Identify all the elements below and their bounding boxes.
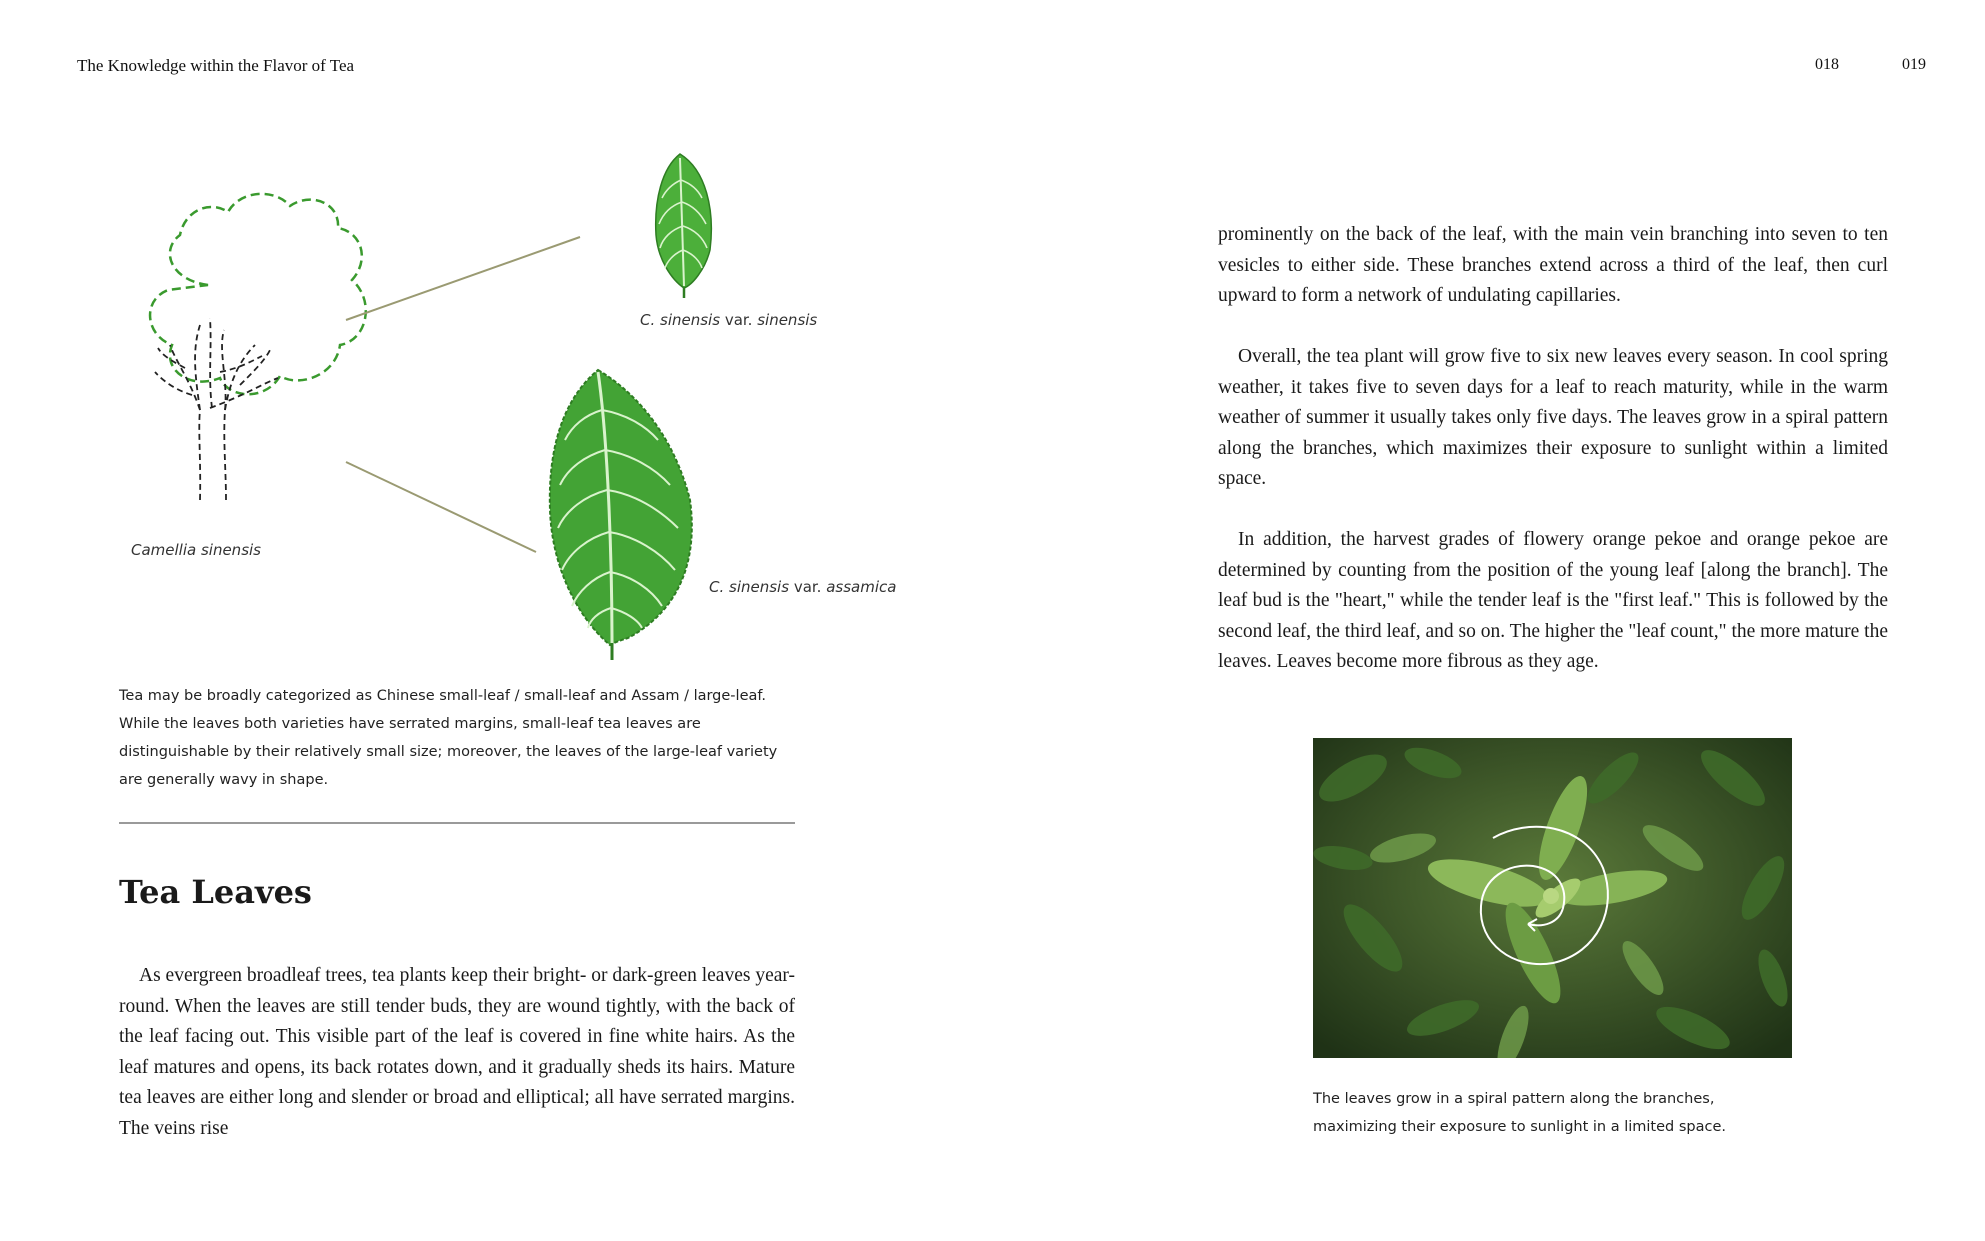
large-leaf-drawing [550,370,692,660]
small-leaf-drawing [656,154,712,298]
small-leaf-var: var. [720,311,758,329]
small-leaf-label [640,311,817,329]
photo-caption: The leaves grow in a spiral pattern along the branches, maximizing their exposure to sunlight in a limited space. [1313,1091,1726,1135]
right-paragraph-2: Overall, the tea plant will grow five to six new leaves every season. In cool spring weather, it takes five to seven days for a leaf to reach maturity, while in the warm weather of summer it usually takes only five days. The leaves grow in a spiral pattern along the branches, which maximizes their exposure to sunlight within a limited space. [1218,346,1888,489]
section-heading: Tea Leaves [119,873,312,911]
right-paragraph-3: In addition, the harvest grades of flowery orange pekoe and orange pekoe are determined by counting from the position of the young leaf [along the branch]. The leaf bud is the "heart," while the tender leaf is the "first leaf." This is followed by the second leaf, the third leaf, and so on. The higher the "leaf count," the more mature the leaves. Leaves become more fibrous as they age. [1218,529,1888,672]
large-leaf-label [709,578,896,596]
page-number-right: 019 [1902,56,1926,73]
tree-species: Camellia sinensis [131,541,261,559]
tea-leaf-spiral-photo [1313,738,1792,1058]
large-leaf-species: C. sinensis [709,578,790,596]
section-divider [119,822,795,824]
right-paragraph-1: prominently on the back of the leaf, with the main vein branching into seven to ten vesicles to either side. These branches extend across a third of the leaf, then curl upward to form a network of undulating capillaries. [1218,224,1888,306]
illustration-caption: Tea may be broadly categorized as Chinese small-leaf / small-leaf and Assam / large-leaf. While the leaves both varieties have serrated margins, small-leaf tea leaves are distinguishable by their relatively small size; moreover, the leaves of the large-leaf variety are generally wavy in shape. [119,688,778,788]
page-number-left: 018 [1815,56,1839,73]
connector-line-small [346,237,580,320]
left-body-paragraph: As evergreen broadleaf trees, tea plants keep their bright- or dark-green leaves year-round. When the leaves are still tender buds, they are wound tightly, with the back of the leaf facing out. This visible part of the leaf is covered in fine white hairs. As the leaf matures and opens, its back rotates down, and it gradually sheds its hairs. Mature tea leaves are either long and slender or broad and elliptical; all have serrated margins. The veins rise [119,965,795,1139]
tea-tree-drawing [150,194,366,500]
connector-line-large [346,462,536,552]
large-leaf-variety: assamica [826,578,897,596]
running-title: The Knowledge within the Flavor of Tea [77,56,355,75]
small-leaf-species: C. sinensis [640,311,721,329]
small-leaf-variety: sinensis [757,311,818,329]
tree-label [131,541,261,559]
large-leaf-var: var. [789,578,827,596]
